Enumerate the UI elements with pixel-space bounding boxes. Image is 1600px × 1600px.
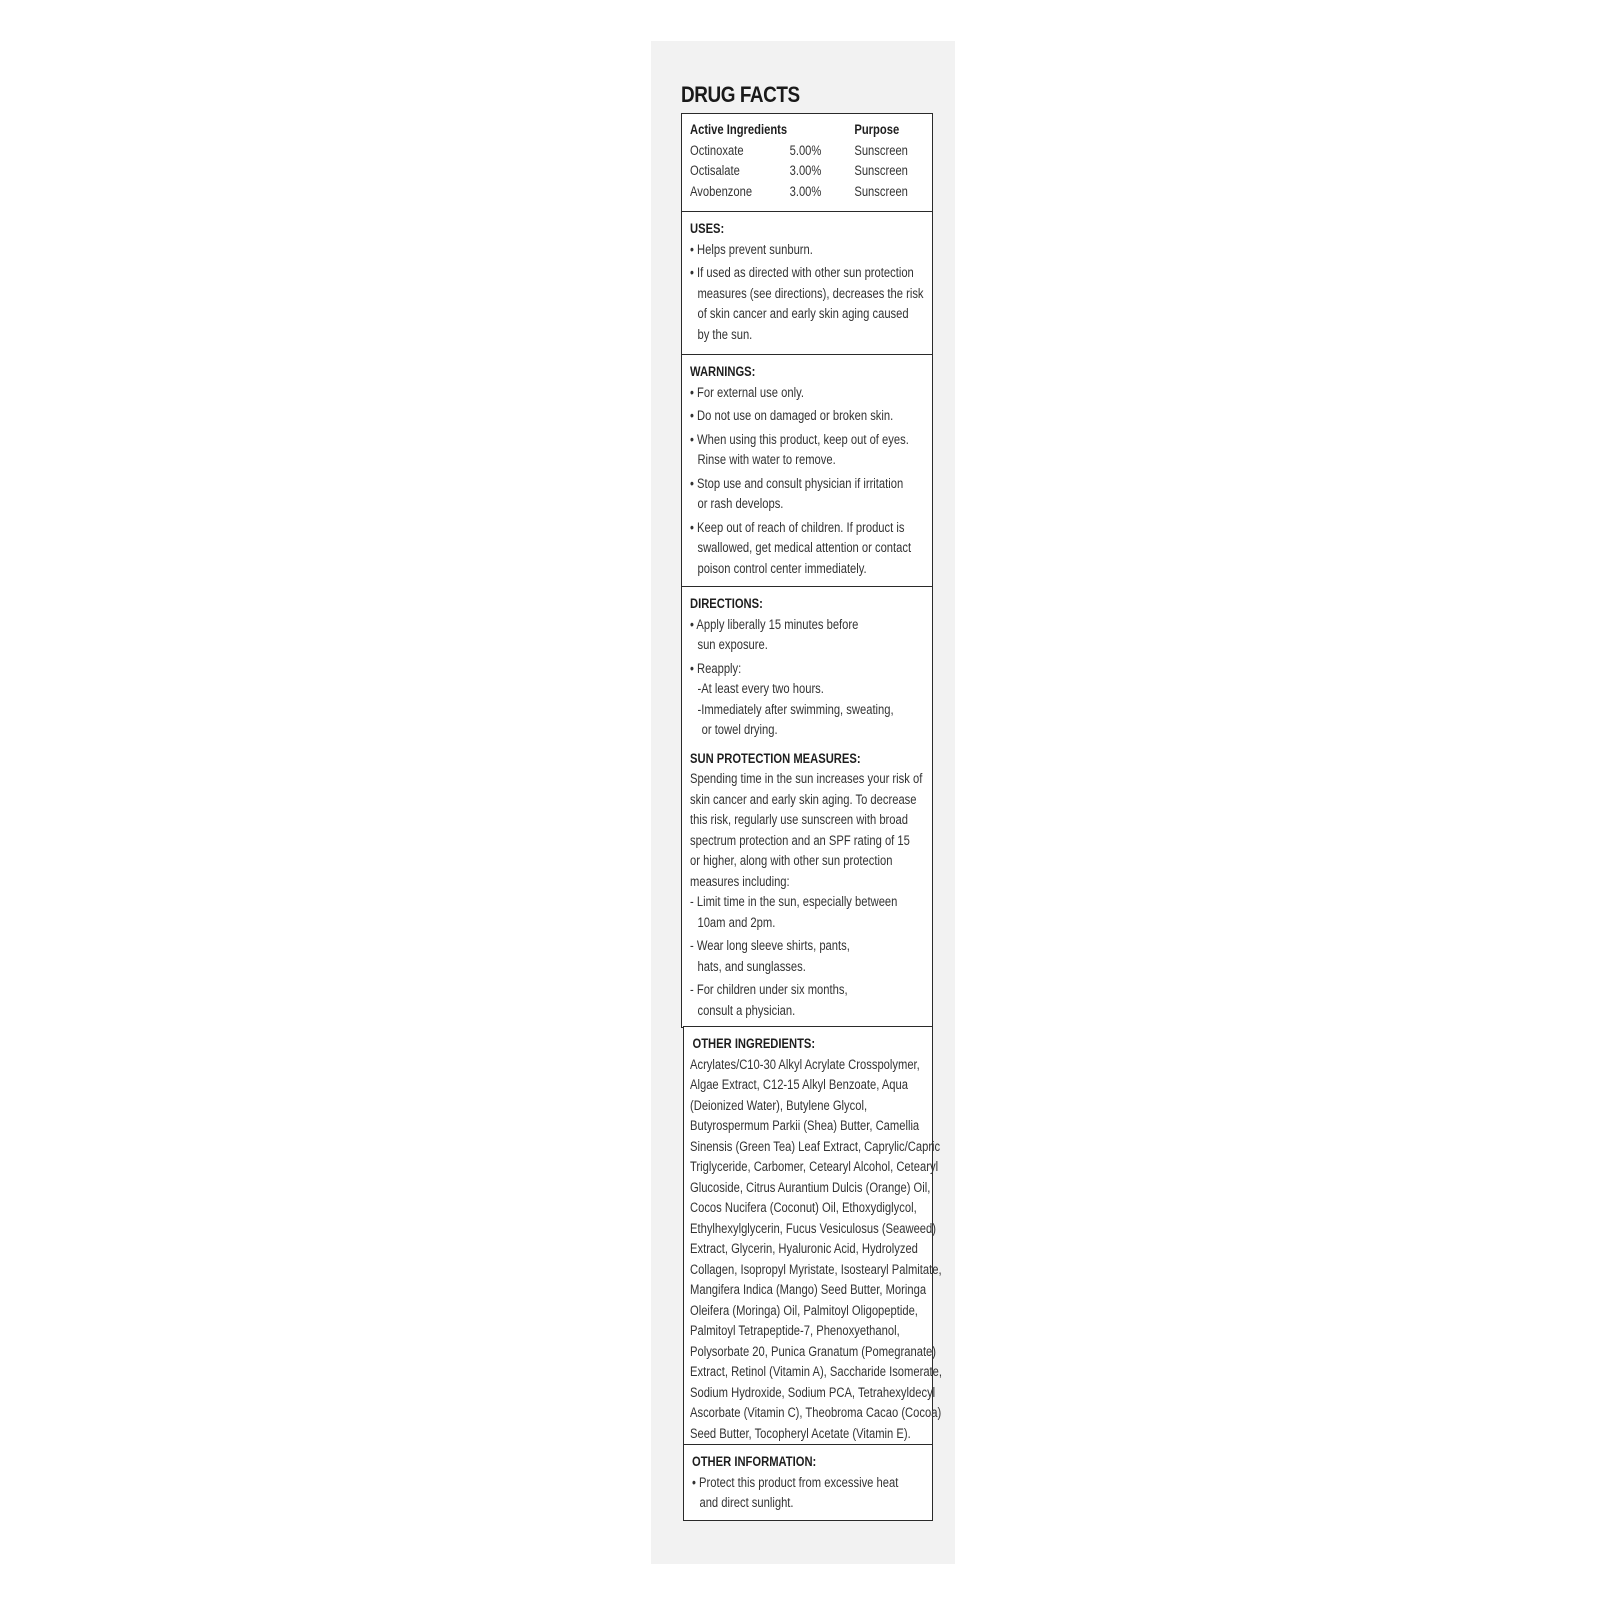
directions-bullet-cont: sun exposure. [697, 637, 768, 652]
other-ingredients-line: (Deionized Water), Butylene Glycol, [690, 1097, 868, 1113]
other-ingredients-line: Seed Butter, Tocopheryl Acetate (Vitamin E). [690, 1425, 911, 1441]
ingredient-purpose: Sunscreen [854, 142, 908, 158]
other-ingredients-line: Ethylhexylglycerin, Fucus Vesiculosus (Seaweed) [690, 1220, 937, 1236]
uses-header: USES: [690, 221, 725, 236]
uses-bullet-cont: measures (see directions), decreases the risk [697, 285, 924, 301]
drug-facts-title: DRUG FACTS [681, 82, 800, 107]
warnings-bullet-cont: swallowed, get medical attention or contact [697, 540, 912, 555]
uses-bullet-cont: of skin cancer and early skin aging caused [697, 306, 909, 321]
warnings-header: WARNINGS: [690, 364, 756, 379]
other-ingredients-line: Oleifera (Moringa) Oil, Palmitoyl Oligopeptide, [690, 1302, 918, 1318]
uses-bullet: • If used as directed with other sun protection [690, 265, 914, 280]
directions-bullet-cont: or towel drying. [701, 722, 778, 737]
directions-bullet: • Apply liberally 15 minutes before [690, 616, 859, 632]
sun-protection-text: spectrum protection and an SPF rating of 15 [690, 832, 910, 848]
sun-protection-dash-cont: consult a physician. [697, 1002, 796, 1018]
other-information-bullet-cont: and direct sunlight. [699, 1495, 794, 1510]
ingredient-percent: 3.00% [789, 163, 822, 178]
other-ingredients-line: Extract, Retinol (Vitamin A), Saccharide Isomerate, [690, 1364, 943, 1379]
warnings-bullet-cont: Rinse with water to remove. [697, 452, 836, 467]
ingredient-row [690, 141, 908, 162]
other-information-bullet: • Protect this product from excessive heat [692, 1474, 899, 1490]
other-information-header: OTHER INFORMATION: [692, 1454, 817, 1469]
warnings-bullet: • Keep out of reach of children. If product is [690, 519, 905, 535]
other-ingredients-line: Polysorbate 20, Punica Granatum (Pomegranate) [690, 1343, 937, 1359]
warnings-bullet: • Do not use on damaged or broken skin. [690, 408, 894, 423]
ingredient-row [690, 182, 908, 203]
ingredient-percent: 5.00% [789, 142, 822, 158]
ingredient-purpose: Sunscreen [854, 183, 908, 199]
other-ingredients-line: Collagen, Isopropyl Myristate, Isostearyl Palmitate, [690, 1261, 942, 1277]
active-ingredients-section [681, 113, 933, 213]
ingredient-name: Avobenzone [690, 183, 753, 199]
other-ingredients-section [683, 1026, 943, 1446]
warnings-bullet: • When using this product, keep out of eyes. [690, 431, 909, 447]
warnings-bullet-cont: poison control center immediately. [697, 560, 867, 576]
other-ingredients-line: Mangifera Indica (Mango) Seed Butter, Moringa [690, 1282, 927, 1297]
uses-bullet: • Helps prevent sunburn. [690, 241, 813, 257]
sun-protection-header: SUN PROTECTION MEASURES: [690, 750, 861, 766]
other-ingredients-line: Palmitoyl Tetrapeptide-7, Phenoxyethanol, [690, 1323, 900, 1338]
sun-protection-text: measures including: [690, 873, 790, 889]
other-ingredients-line: Algae Extract, C12-15 Alkyl Benzoate, Aqua [690, 1077, 909, 1092]
directions-bullet-cont: -At least every two hours. [697, 681, 824, 696]
sun-protection-text: this risk, regularly use sunscreen with broad [690, 812, 908, 827]
other-ingredients-line: Cocos Nucifera (Coconut) Oil, Ethoxydiglycol, [690, 1200, 917, 1215]
purpose-header: Purpose [854, 122, 900, 137]
sun-protection-dash-item: - Limit time in the sun, especially between [690, 894, 898, 909]
sun-protection-dash-cont: hats, and sunglasses. [697, 958, 806, 974]
other-ingredients-line: Acrylates/C10-30 Alkyl Acrylate Crosspolymer, [690, 1056, 920, 1072]
sun-protection-dash-item: - Wear long sleeve shirts, pants, [690, 938, 850, 953]
directions-section [681, 586, 933, 1028]
other-ingredients-line: Sodium Hydroxide, Sodium PCA, Tetrahexyldecyl [690, 1384, 936, 1400]
other-ingredients-line: Sinensis (Green Tea) Leaf Extract, Caprylic/Capric [690, 1138, 941, 1154]
sun-protection-text: or higher, along with other sun protection [690, 853, 893, 868]
other-ingredients-line: Extract, Glycerin, Hyaluronic Acid, Hydrolyzed [690, 1241, 918, 1256]
warnings-section [681, 354, 933, 588]
sun-protection-dash-item: - For children under six months, [690, 982, 848, 997]
uses-section [681, 211, 933, 356]
other-ingredients-line: Butyrospermum Parkii (Shea) Butter, Camellia [690, 1118, 920, 1133]
ingredient-name: Octinoxate [690, 142, 744, 158]
directions-bullet: • Reapply: [690, 660, 742, 676]
directions-header: DIRECTIONS: [690, 596, 763, 611]
directions-bullet-cont: -Immediately after swimming, sweating, [697, 701, 894, 717]
ingredient-name: Octisalate [690, 163, 740, 178]
ingredient-percent: 3.00% [789, 183, 822, 199]
other-ingredients-line: Ascorbate (Vitamin C), Theobroma Cacao (Cocoa) [690, 1405, 942, 1420]
other-information-section [683, 1444, 933, 1521]
uses-bullet-cont: by the sun. [697, 326, 753, 342]
warnings-bullet: • For external use only. [690, 384, 804, 400]
sun-protection-dash-cont: 10am and 2pm. [697, 914, 776, 930]
warnings-bullet-cont: or rash develops. [697, 496, 784, 511]
other-ingredients-header: OTHER INGREDIENTS: [692, 1036, 816, 1051]
ingredient-row [690, 161, 908, 182]
other-ingredients-line: Glucoside, Citrus Aurantium Dulcis (Orange) Oil, [690, 1179, 931, 1195]
active-ingredients-header: Active Ingredients [690, 122, 788, 137]
sun-protection-text: Spending time in the sun increases your risk of [690, 771, 923, 786]
warnings-bullet: • Stop use and consult physician if irritation [690, 475, 904, 491]
active-ingredients-table [690, 120, 908, 202]
ingredient-purpose: Sunscreen [854, 163, 908, 178]
sun-protection-text: skin cancer and early skin aging. To decrease [690, 791, 917, 807]
other-ingredients-line: Triglyceride, Carbomer, Cetearyl Alcohol, Cetearyl [690, 1159, 939, 1174]
